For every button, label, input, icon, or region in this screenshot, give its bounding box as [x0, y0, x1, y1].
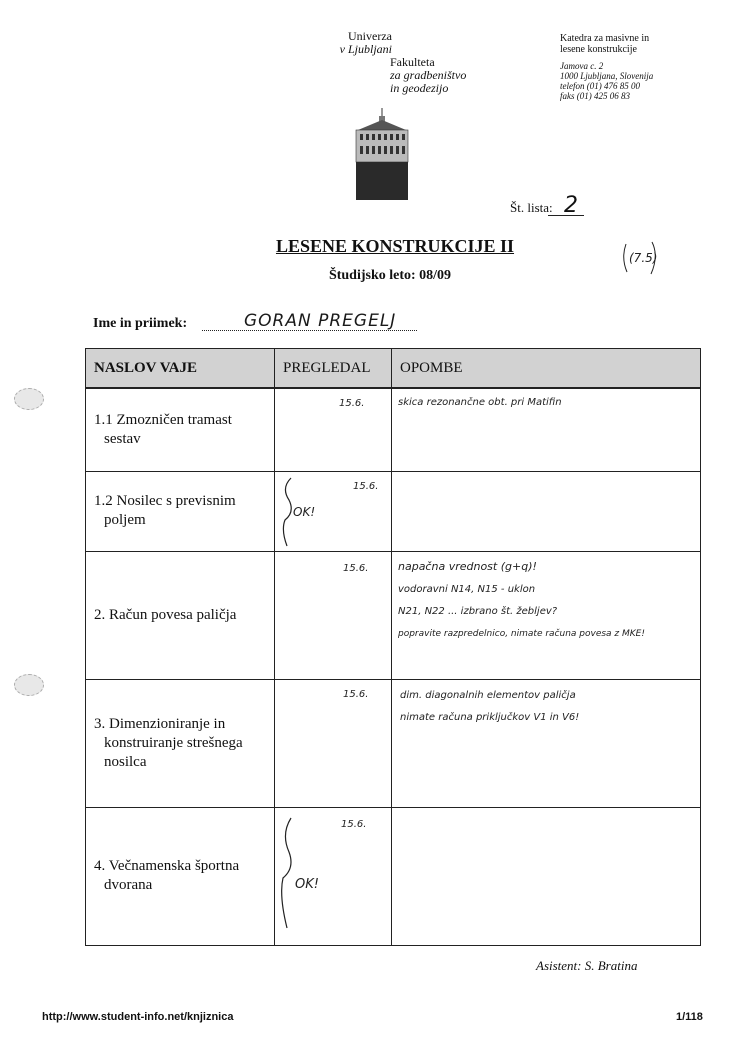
department-header: [560, 33, 653, 101]
exercise-title-line: 2. Račun povesa paličja: [94, 606, 237, 623]
exercise-title-line: 1.1 Zmozničen tramast: [94, 411, 232, 428]
svg-text:15.6.: 15.6.: [343, 688, 369, 700]
faculty-line-2: za gradbeništvo: [390, 68, 467, 82]
department-line-2: lesene konstrukcije: [560, 44, 637, 55]
reviewed-cell: [275, 807, 392, 945]
svg-text:nimate računa priključkov V1 i: nimate računa priključkov V1 in V6!: [400, 711, 580, 723]
sheet-number-value: [562, 188, 584, 218]
remarks-cell: [392, 471, 701, 551]
academic-year: Študijsko leto: 08/09: [328, 268, 452, 283]
page-title-text: LESENE KONSTRUKCIJE II: [275, 236, 515, 256]
review-date: [341, 814, 381, 832]
address-city: 1000 Ljubljana, Slovenija: [560, 71, 654, 81]
exercise-title-line: poljem: [104, 512, 146, 528]
svg-text:15.6.: 15.6.: [339, 398, 365, 409]
svg-text:dim. diagonalnih elementov pal: dim. diagonalnih elementov paličja: [400, 689, 576, 701]
handwritten-remark: [398, 554, 708, 654]
exercise-title-line: nosilca: [104, 753, 147, 770]
svg-text:GORAN PREGELJ: GORAN PREGELJ: [244, 311, 397, 331]
svg-text:N21, N22 ... izbrano št. žeblj: N21, N22 ... izbrano št. žebljev?: [398, 605, 558, 617]
reviewed-cell: [275, 471, 392, 551]
university-city: v Ljubljani: [339, 42, 392, 56]
svg-text:OK!: OK!: [295, 876, 319, 892]
remarks-cell: [392, 807, 701, 945]
review-date: [343, 558, 383, 576]
department-line-1: Katedra za masivne in: [560, 33, 650, 44]
university-building-icon: [352, 108, 412, 200]
svg-text:15.6.: 15.6.: [353, 480, 379, 492]
exercise-title: [86, 807, 275, 945]
faculty-line-3: in geodezijo: [390, 81, 449, 95]
punch-hole: [14, 388, 44, 410]
assistant-signature: Asistent: S. Bratina: [536, 958, 638, 973]
svg-text:2: 2: [564, 193, 578, 218]
reviewed-cell: [275, 679, 392, 807]
review-date: [353, 476, 383, 494]
remarks-cell: [392, 551, 701, 679]
university-name: Univerza: [348, 29, 392, 43]
column-header-reviewed: PREGLEDAL: [275, 349, 392, 389]
table-row: [86, 388, 701, 471]
svg-text:OK!: OK!: [293, 504, 316, 519]
exercise-title-line: 3. Dimenzioniranje in: [94, 715, 226, 732]
faculty-line-1: Fakulteta: [390, 55, 435, 69]
address-street: Jamova c. 2: [560, 61, 604, 71]
exercise-title: [86, 388, 275, 471]
check-bracket-mark: [279, 474, 339, 548]
sheet-number-label: Št. lista:: [510, 200, 553, 215]
exercise-title-line: sestav: [104, 430, 141, 447]
exercise-table: [85, 348, 701, 946]
address-fax: faks (01) 425 06 83: [560, 91, 630, 101]
svg-text:popravite razpredelnico, nimat: popravite razpredelnico, nimate računa povesa z MKE!: [398, 628, 645, 639]
table-row: [86, 807, 701, 945]
exercise-title-line: konstruiranje strešnega: [104, 734, 243, 751]
table-row: [86, 551, 701, 679]
exercise-title-line: dvorana: [104, 877, 153, 893]
table-row: [86, 471, 701, 551]
exercise-title: [86, 471, 275, 551]
address-phone: telefon (01) 476 85 00: [560, 81, 640, 91]
reviewed-cell: [275, 388, 392, 471]
footer-link[interactable]: http://www.student-info.net/knjiznica: [42, 1011, 234, 1023]
exercise-title: [86, 679, 275, 807]
handwritten-remark: [398, 392, 698, 412]
handwritten-grade: [620, 238, 660, 278]
column-header-title: NASLOV VAJE: [86, 349, 275, 389]
svg-text:napačna vrednost (g+q)!: napačna vrednost (g+q)!: [398, 559, 537, 573]
exercise-title: [86, 551, 275, 679]
university-header: [322, 30, 466, 95]
student-name: [240, 302, 420, 334]
svg-text:vodoravni N14, N15 - uklon: vodoravni N14, N15 - uklon: [398, 583, 536, 595]
svg-text:skica rezonančne obt. pri Mati: skica rezonančne obt. pri Matifin: [398, 397, 562, 408]
faculty-name: [390, 56, 466, 95]
review-date: [339, 393, 379, 411]
column-header-remarks: OPOMBE: [392, 349, 701, 389]
exercise-title-line: 1.2 Nosilec s previsnim: [94, 493, 236, 509]
punch-hole: [14, 674, 44, 696]
table-row: [86, 679, 701, 807]
check-bracket-mark: [277, 816, 341, 936]
reviewed-cell: [275, 551, 392, 679]
remarks-cell: [392, 679, 701, 807]
handwritten-remark: [400, 682, 700, 732]
svg-text:15.6.: 15.6.: [341, 818, 367, 830]
remarks-cell: [392, 388, 701, 471]
review-date: [343, 684, 383, 702]
page-number: 1/118: [676, 1011, 703, 1023]
table-header-row: [86, 349, 701, 389]
svg-text:(7.5): (7.5): [629, 251, 658, 265]
exercise-title-line: 4. Večnamenska športna: [94, 858, 240, 874]
svg-text:15.6.: 15.6.: [343, 562, 369, 574]
name-label: Ime in priimek:: [93, 316, 188, 331]
department-address: [560, 61, 653, 101]
